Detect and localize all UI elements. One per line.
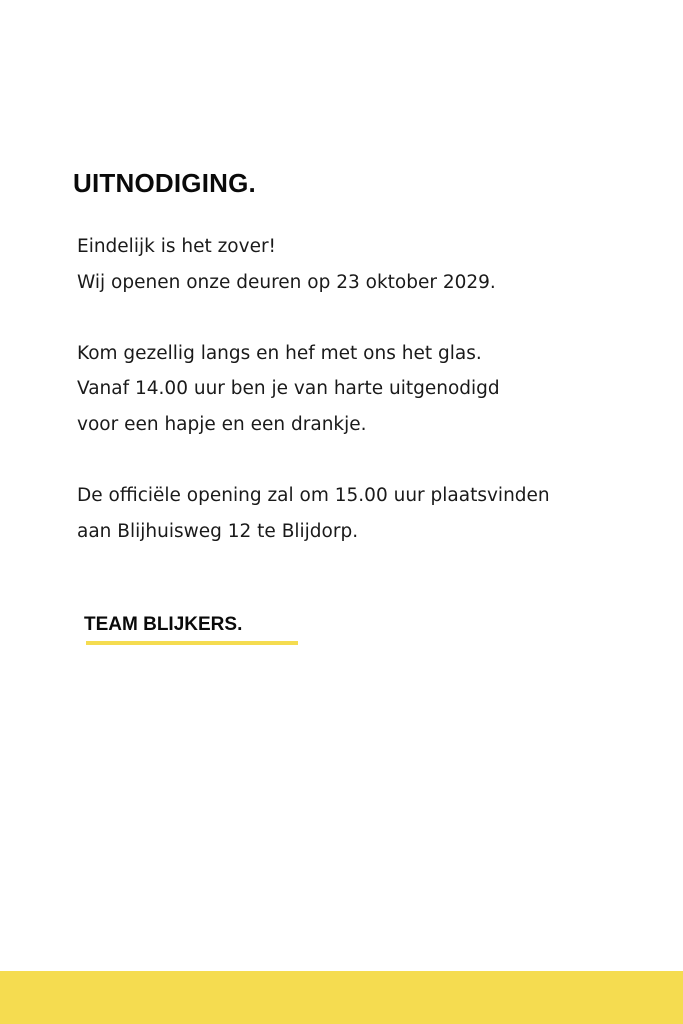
body-line: Kom gezellig langs en hef met ons het glas.	[77, 342, 482, 364]
body-line: Eindelijk is het zover!	[77, 236, 276, 257]
body-line: voor een hapje en een drankje.	[77, 413, 367, 435]
footer-color-band	[0, 971, 683, 1024]
body-line: Vanaf 14.00 uur ben je van harte uitgenodigd	[77, 378, 500, 400]
paragraph-gap	[77, 300, 657, 336]
body-line: Wij openen onze deuren op 23 oktober 2029.	[77, 271, 496, 293]
signature-underline	[86, 641, 298, 645]
paragraph-gap	[77, 443, 657, 479]
invitation-body	[77, 229, 657, 549]
body-line: De officiële opening zal om 15.00 uur plaatsvinden	[77, 485, 550, 507]
body-line: aan Blijhuisweg 12 te Blijdorp.	[77, 520, 359, 542]
team-signature: TEAM BLIJKERS.	[84, 614, 243, 635]
invitation-title: UITNODIGING.	[73, 168, 256, 198]
